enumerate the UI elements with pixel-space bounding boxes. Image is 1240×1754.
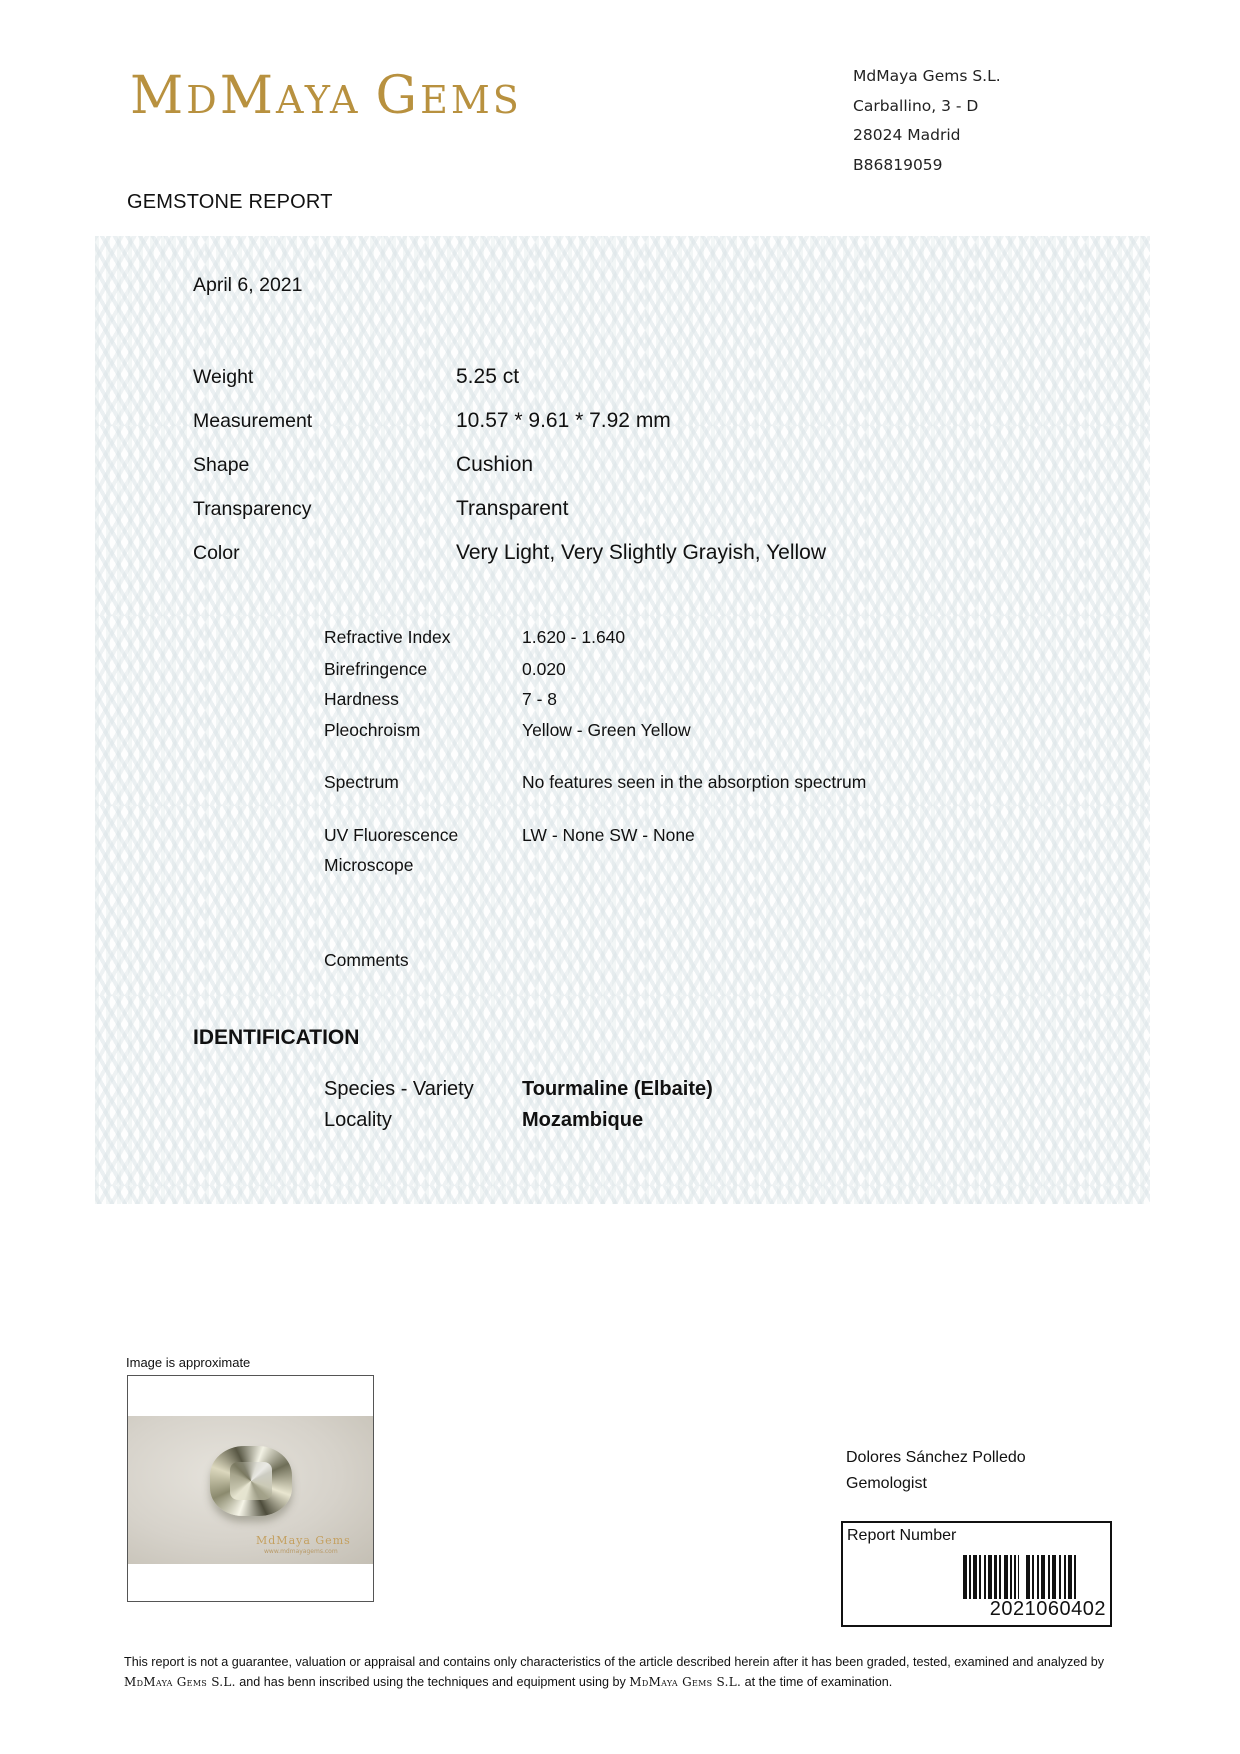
pleochroism-value: Yellow - Green Yellow [522,720,691,740]
logo-letter: G [375,66,421,126]
locality-value: Mozambique [522,1109,644,1131]
comments-label: Comments [324,950,409,970]
transparency-label: Transparency [193,498,312,520]
report-date: April 6, 2021 [193,274,303,296]
refractive-index-label: Refractive Index [324,627,451,647]
weight-value: 5.25 ct [456,365,520,388]
logo-letter: D [186,78,220,122]
disclaimer-text: This report is not a guarantee, valuation or appraisal and contains only characteristics of the article described herein after it has been graded, tested, examined and analyzed by [124,1655,1105,1669]
photo-watermark-url: www.mdmayagems.com [264,1548,338,1555]
gemstone-icon [210,1446,292,1516]
disclaimer-text: and has benn inscribed using the techniques and equipment using by [235,1674,630,1689]
identification-heading: IDENTIFICATION [193,1026,360,1049]
spectrum-label: Spectrum [324,772,399,792]
disclaimer-brand: MdMaya Gems S.L. [124,1674,236,1689]
shape-value: Cushion [456,453,534,476]
color-value: Very Light, Very Slightly Grayish, Yellow [456,541,827,564]
birefringence-value: 0.020 [522,659,566,679]
address-company: MdMaya Gems S.L. [853,67,1001,85]
measurement-value: 10.57 * 9.61 * 7.92 mm [456,409,671,432]
uv-fluorescence-label: UV Fluorescence [324,825,459,845]
transparency-value: Transparent [456,497,569,520]
gem-facet-highlight [230,1462,272,1500]
photo-watermark: MdMaya Gems [256,1534,351,1547]
disclaimer-text: at the time of examination. [741,1674,893,1689]
logo-letter: M [130,66,187,126]
legal-disclaimer [124,1653,1124,1692]
birefringence-label: Birefringence [324,659,428,679]
hardness-label: Hardness [324,689,399,709]
species-variety-value: Tourmaline (Elbaite) [522,1078,713,1100]
color-label: Color [193,542,240,564]
hardness-value: 7 - 8 [522,689,558,709]
weight-label: Weight [193,366,254,388]
logo-letter: M [219,66,276,126]
barcode-icon [963,1555,1106,1599]
gemologist-signature [846,1445,1026,1497]
logo-letter: EMS [420,78,522,122]
address-city: 28024 Madrid [853,126,961,144]
measurement-label: Measurement [193,410,313,432]
uv-fluorescence-value: LW - None SW - None [522,825,695,845]
address-tax-id: B86819059 [853,155,943,174]
gemologist-title: Gemologist [846,1475,927,1492]
company-address [853,62,1001,180]
spectrum-value: No features seen in the absorption spectrum [522,772,867,792]
company-logo [130,66,522,126]
report-number-label: Report Number [847,1527,957,1544]
gemstone-photo [128,1416,373,1564]
logo-letter: AYA [275,78,376,122]
refractive-index-value: 1.620 - 1.640 [522,627,626,647]
locality-label: Locality [324,1109,392,1131]
address-street: Carballino, 3 - D [853,96,979,115]
gemologist-name: Dolores Sánchez Polledo [846,1449,1026,1466]
gemstone-image-frame [127,1375,374,1602]
shape-label: Shape [193,454,250,476]
pleochroism-label: Pleochroism [324,720,421,740]
report-title: GEMSTONE REPORT [127,191,333,213]
report-number-value: 2021060402 [989,1598,1106,1620]
image-caption: Image is approximate [126,1355,251,1370]
disclaimer-brand: MdMaya Gems S.L. [629,1674,742,1689]
species-variety-label: Species - Variety [324,1078,474,1100]
microscope-label: Microscope [324,855,414,875]
report-number-box [841,1521,1112,1627]
